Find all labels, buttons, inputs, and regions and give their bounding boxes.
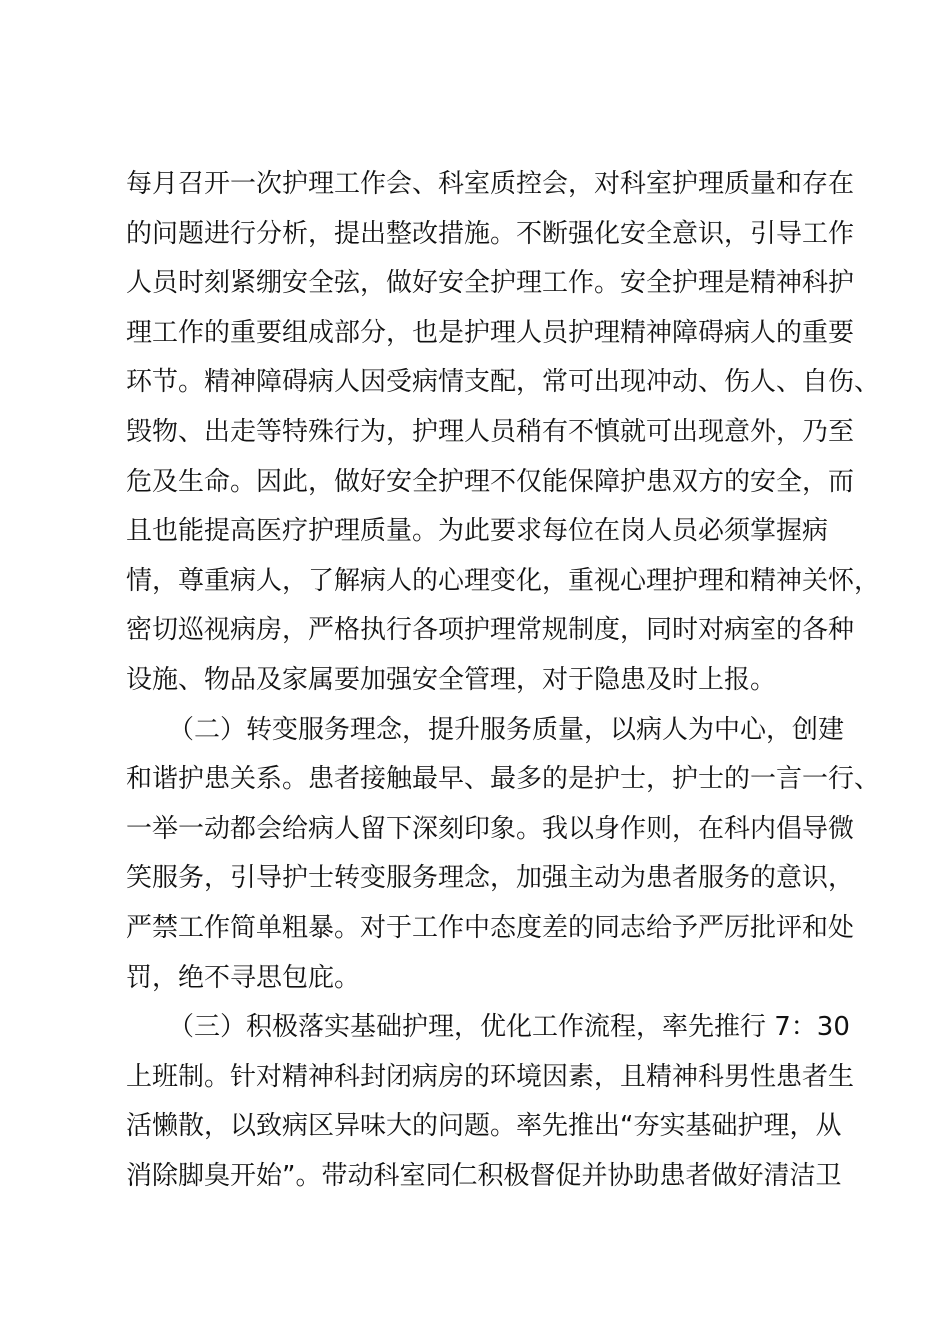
text-line: 和谐护患关系。患者接触最早、最多的是护士，护士的一言一行、: [126, 764, 881, 795]
text-line: 消除脚臭开始”。带动科室同仁积极督促并协助患者做好清洁卫: [126, 1160, 842, 1191]
paragraph-basic-nursing: [126, 1003, 855, 1201]
text-line: 理工作的重要组成部分，也是护理人员护理精神障碍病人的重要: [126, 317, 855, 348]
text-line: 且也能提高医疗护理质量。为此要求每位在岗人员必须掌握病: [126, 516, 829, 547]
text-line-first: （三）积极落实基础护理，优化工作流程，率先推行 7：30: [168, 1012, 850, 1043]
text-line: 罚，绝不寻思包庇。: [126, 962, 361, 993]
text-line: 的问题进行分析，提出整改措施。不断强化安全意识，引导工作: [126, 218, 855, 249]
text-line: 活懒散，以致病区异味大的问题。率先推出“夯实基础护理，从: [126, 1111, 842, 1142]
text-line: 设施、物品及家属要加强安全管理，对于隐患及时上报。: [126, 664, 777, 695]
text-line: 环节。精神障碍病人因受病情支配，常可出现冲动、伤人、自伤、: [126, 367, 881, 398]
text-line: 危及生命。因此，做好安全护理不仅能保障护患双方的安全，而: [126, 466, 855, 497]
text-line: 一举一动都会给病人留下深刻印象。我以身作则，在科内倡导微: [126, 813, 855, 844]
document-body: [126, 160, 881, 1201]
text-line: 情，尊重病人，了解病人的心理变化，重视心理护理和精神关怀，: [126, 565, 881, 596]
text-line: 每月召开一次护理工作会、科室质控会，对科室护理质量和存在: [126, 169, 855, 199]
text-line: 密切巡视病房，严格执行各项护理常规制度，同时对病室的各种: [126, 615, 855, 646]
paragraph-service-concept: [126, 706, 881, 1004]
text-line: 上班制。针对精神科封闭病房的环境因素，且精神科男性患者生: [126, 1061, 855, 1092]
text-line: 毁物、出走等特殊行为，护理人员稍有不慎就可出现意外，乃至: [126, 416, 855, 447]
text-line: 严禁工作简单粗暴。对于工作中态度差的同志给予严厉批评和处: [126, 912, 855, 943]
text-line: 笑服务，引导护士转变服务理念，加强主动为患者服务的意识，: [126, 863, 855, 894]
text-line: 人员时刻紧绷安全弦，做好安全护理工作。安全护理是精神科护: [126, 268, 855, 299]
paragraph-safety-nursing: [126, 160, 881, 706]
text-line-first: （二）转变服务理念，提升服务质量，以病人为中心，创建: [168, 714, 845, 745]
